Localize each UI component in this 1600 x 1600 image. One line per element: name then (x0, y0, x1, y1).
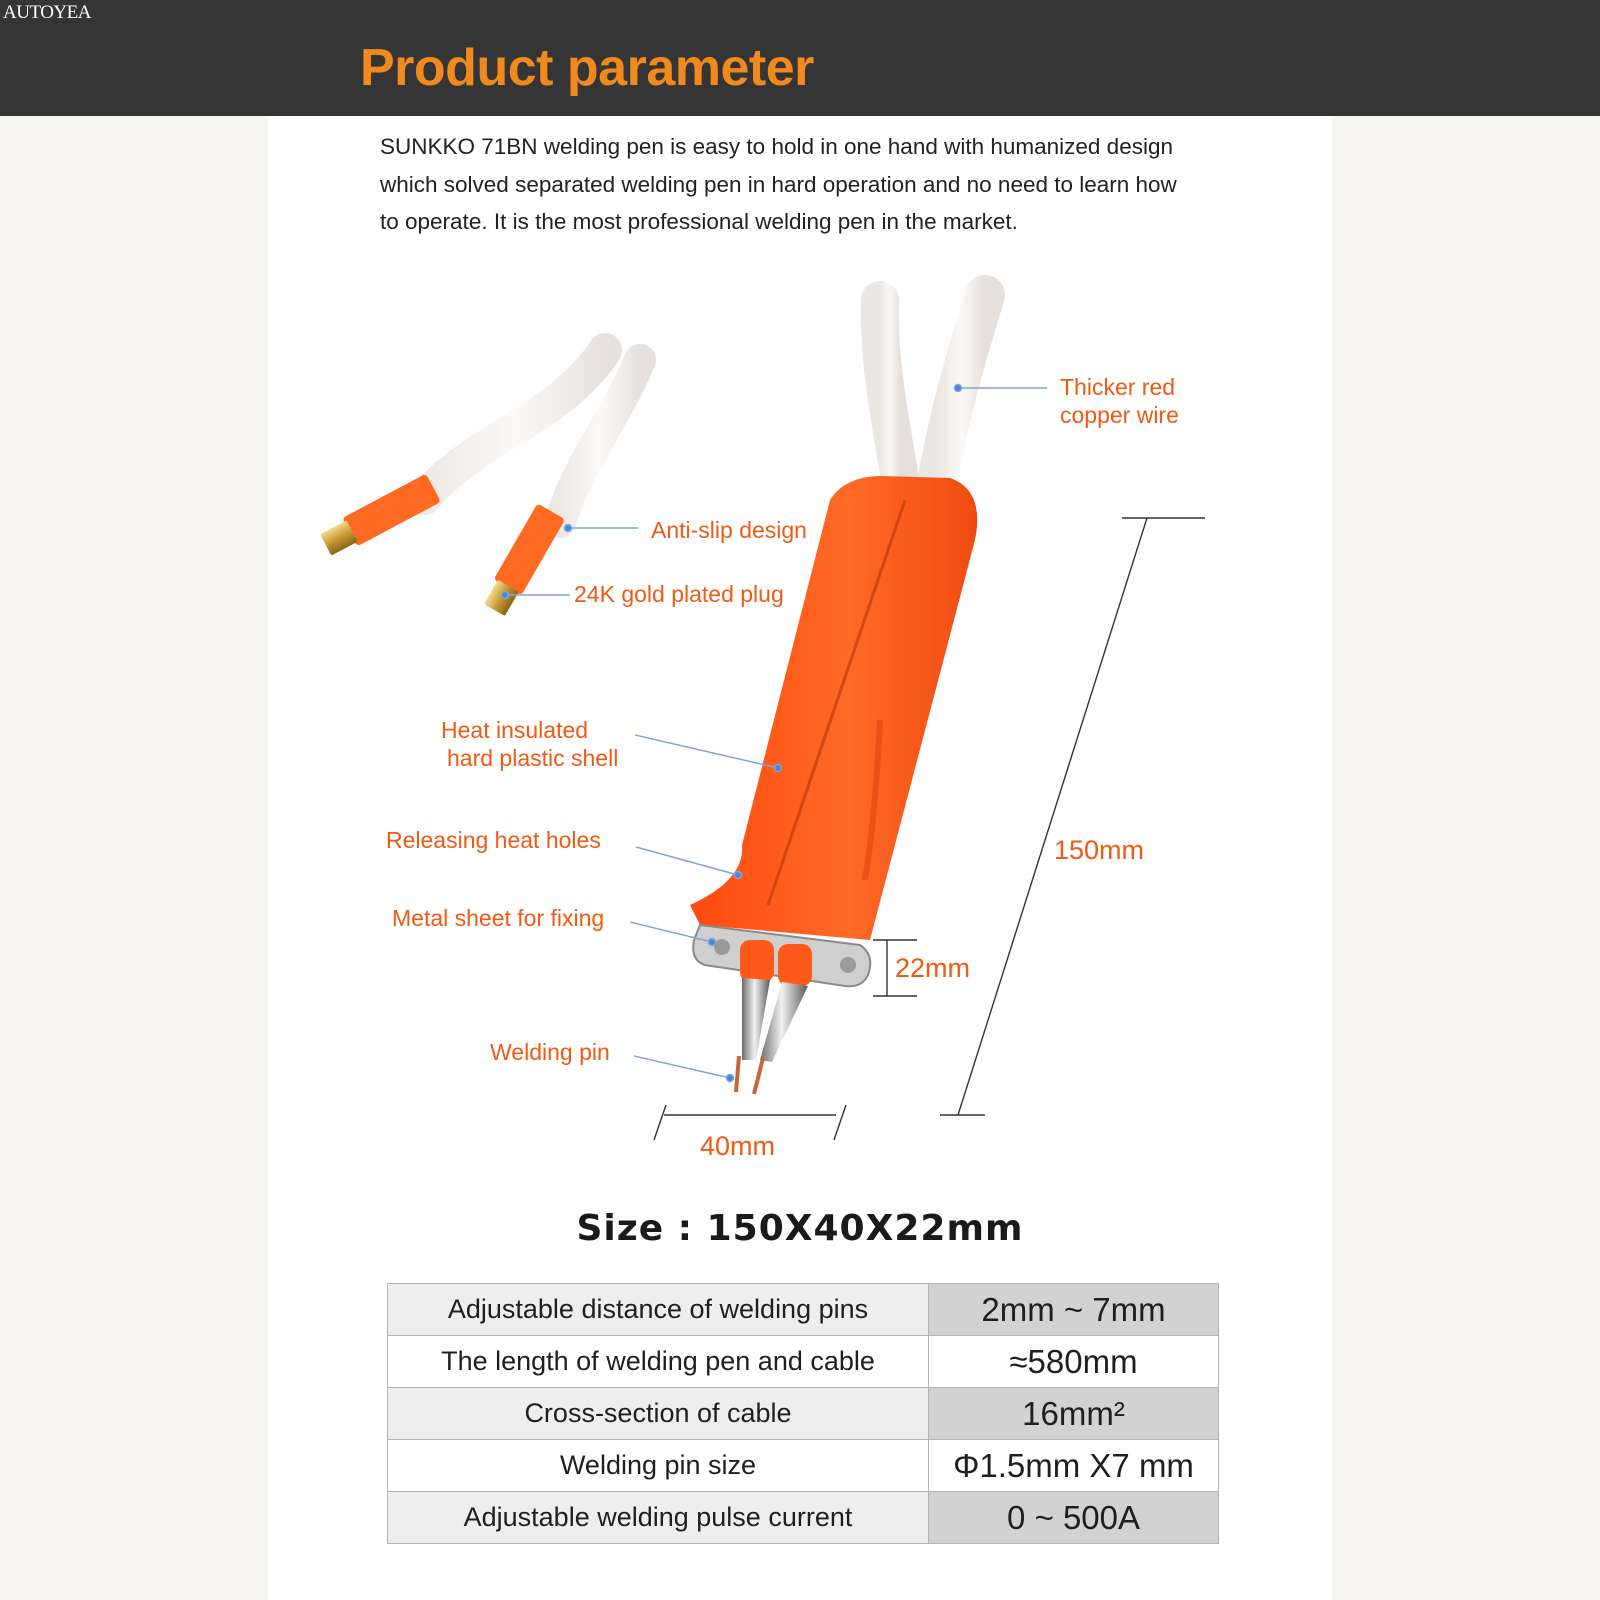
callout-gold-plug: 24K gold plated plug (574, 581, 784, 607)
page-title: Product parameter (360, 39, 814, 97)
size-heading-text: Size : 150X40X22mm (576, 1208, 1024, 1249)
spec-value: 16mm² (929, 1388, 1219, 1440)
spec-label: The length of welding pen and cable (388, 1336, 929, 1388)
pin-holder-left (740, 940, 774, 982)
callout-welding-pin: Welding pin (490, 1039, 610, 1065)
callout-anti-slip: Anti-slip design (651, 517, 807, 543)
spec-table (387, 1283, 1219, 1544)
table-row (388, 1388, 1219, 1440)
intro-line: to operate. It is the most professional welding pen in the market. (380, 209, 1018, 234)
callout-line: copper wire (1060, 402, 1179, 428)
plug-left (318, 474, 441, 560)
spec-value: Φ1.5mm X7 mm (929, 1440, 1219, 1492)
callout-thicker-wire (1060, 373, 1179, 429)
callout-line: Thicker red (1060, 374, 1176, 400)
cable-left (880, 300, 900, 478)
intro-line: SUNKKO 71BN welding pen is easy to hold in one hand with humanized design (380, 134, 1173, 159)
spec-value: ≈580mm (929, 1336, 1219, 1388)
spec-label: Adjustable distance of welding pins (388, 1284, 929, 1336)
spec-label: Cross-section of cable (388, 1388, 929, 1440)
table-row (388, 1440, 1219, 1492)
callout-metal-sheet: Metal sheet for fixing (392, 905, 605, 931)
table-row (388, 1336, 1219, 1388)
dimension-length-label: 150mm (1054, 835, 1145, 865)
callout-shell (441, 716, 618, 772)
callout-line: hard plastic shell (447, 745, 619, 771)
dim-150-line (958, 518, 1147, 1115)
dimension-width-label: 40mm (700, 1131, 776, 1161)
table-row (388, 1284, 1219, 1336)
spec-value: 0 ~ 500A (929, 1492, 1219, 1544)
dimension-thickness-label: 22mm (895, 953, 971, 983)
brand-watermark: AUTOYEA (3, 2, 91, 23)
callout-heat-holes: Releasing heat holes (386, 827, 601, 853)
plug-right (481, 503, 566, 618)
spec-label: Welding pin size (388, 1440, 929, 1492)
intro-line: which solved separated welding pen in hard operation and no need to learn how (380, 171, 1177, 197)
table-row (388, 1492, 1219, 1544)
spec-value: 2mm ~ 7mm (929, 1284, 1219, 1336)
spec-label: Adjustable welding pulse current (388, 1492, 929, 1544)
pin-holder-right (778, 944, 812, 986)
size-heading (0, 1208, 1600, 1249)
callout-line: Heat insulated (441, 717, 589, 743)
